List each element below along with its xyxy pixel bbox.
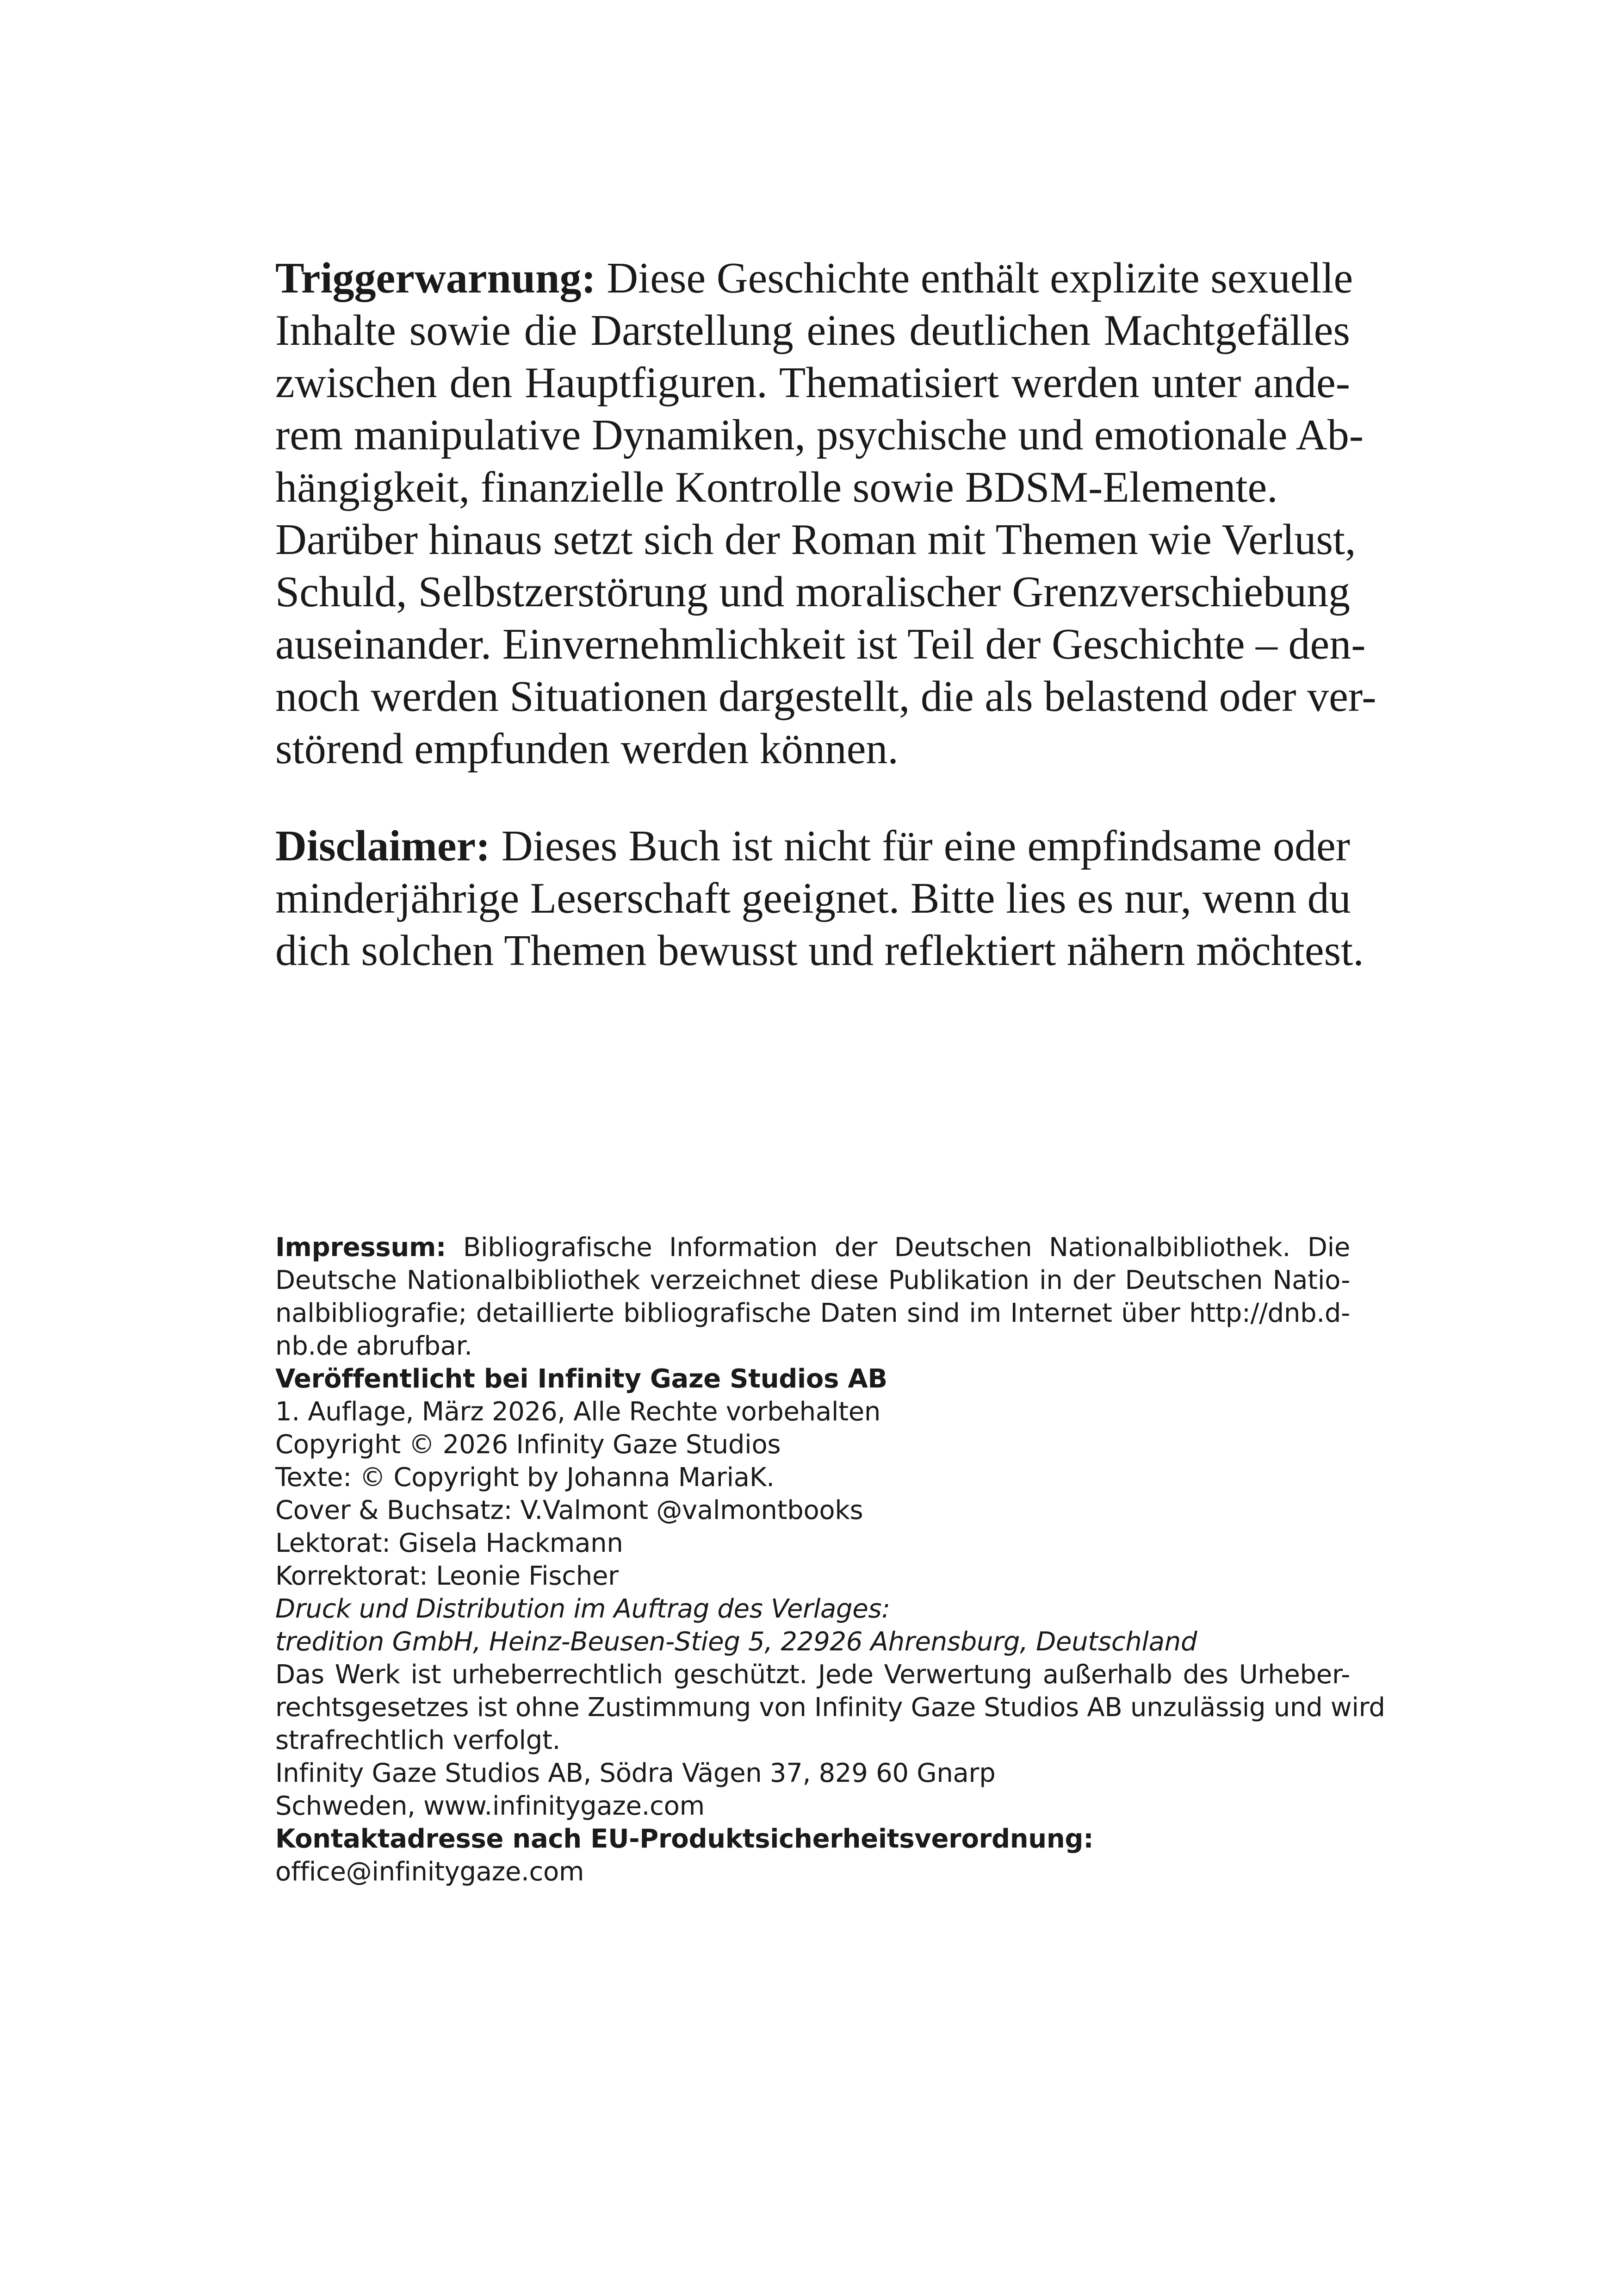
- trigger-warning-line: Darüber hinaus setzt sich der Roman mit Themen wie Verlust,: [275, 516, 1356, 564]
- trigger-warning-label: Triggerwarnung:: [275, 254, 596, 302]
- proofreading-credit-line: Korrektorat: Leonie Fischer: [275, 1561, 619, 1591]
- imprint-intro-line: Impressum: Bibliografische Information der Deutschen Nationalbibliothek. Die: [275, 1232, 1350, 1263]
- disclaimer-line: Disclaimer: Dieses Buch ist nicht für eine empfindsame oder: [275, 822, 1350, 870]
- texts-credit-line: Texte: © Copyright by Johanna MariaK.: [275, 1462, 775, 1493]
- trigger-warning-line: zwischen den Hauptfiguren. Thematisiert werden unter ande-: [275, 359, 1350, 407]
- disclaimer-line: dich solchen Themen bewusst und reflektiert nähern möchtest.: [275, 927, 1364, 975]
- copyright-line: Copyright © 2026 Infinity Gaze Studios: [275, 1430, 781, 1460]
- trigger-warning-line: noch werden Situationen dargestellt, die als belastend oder ver-: [275, 672, 1376, 721]
- contact-email-line: office@infinitygaze.com: [275, 1857, 584, 1887]
- rights-line: Das Werk ist urheberrechtlich geschützt. Jede Verwertung außerhalb des Urheber-: [275, 1660, 1350, 1690]
- trigger-warning-line: Triggerwarnung: Diese Geschichte enthält explizite sexuelle: [275, 254, 1353, 302]
- publisher-address-line: Infinity Gaze Studios AB, Södra Vägen 37, 829 60 Gnarp: [275, 1758, 996, 1788]
- imprint-label: Impressum:: [275, 1232, 446, 1263]
- book-page: [275, 252, 1385, 1887]
- disclaimer-line: minderjährige Leserschaft geeignet. Bitte lies es nur, wenn du: [275, 874, 1351, 922]
- edition-line: 1. Auflage, März 2026, Alle Rechte vorbehalten: [275, 1397, 881, 1427]
- trigger-warning-line: rem manipulative Dynamiken, psychische und emotionale Ab-: [275, 411, 1364, 459]
- imprint-intro-line: Deutsche Nationalbibliothek verzeichnet diese Publikation in der Deutschen Natio-: [275, 1265, 1350, 1295]
- disclaimer: [275, 820, 1364, 977]
- trigger-warning-line: hängigkeit, finanzielle Kontrolle sowie BDSM-Elemente.: [275, 463, 1278, 511]
- trigger-warning-line: störend empfunden werden können.: [275, 725, 899, 773]
- trigger-warning-line: auseinander. Einvernehmlichkeit ist Teil der Geschichte – den-: [275, 620, 1366, 668]
- rights-line: strafrechtlich verfolgt.: [275, 1725, 561, 1755]
- trigger-warning-line: Schuld, Selbstzerstörung und moralischer Grenzverschiebung: [275, 568, 1350, 616]
- publisher-line: Veröffentlicht bei Infinity Gaze Studios AB: [275, 1364, 887, 1394]
- disclaimer-label: Disclaimer:: [275, 822, 490, 870]
- contact-label-line: Kontaktadresse nach EU-Produktsicherheitsverordnung:: [275, 1824, 1094, 1854]
- cover-credit-line: Cover & Buchsatz: V.Valmont @valmontbooks: [275, 1495, 863, 1525]
- printer-address-line: tredition GmbH, Heinz-Beusen-Stieg 5, 22926 Ahrensburg, Deutschland: [275, 1627, 1197, 1657]
- imprint-intro-line: nalbibliografie; detaillierte bibliografische Daten sind im Internet über http://dnb.d-: [275, 1298, 1350, 1328]
- publisher-country-website-line: Schweden, www.infinitygaze.com: [275, 1791, 705, 1821]
- rights-line: rechtsgesetzes ist ohne Zustimmung von Infinity Gaze Studios AB unzulässig und wird: [275, 1692, 1385, 1723]
- imprint: [275, 1231, 1385, 1888]
- print-distribution-line: Druck und Distribution im Auftrag des Verlages:: [275, 1594, 890, 1624]
- trigger-warning-line: Inhalte sowie die Darstellung eines deutlichen Machtgefälles: [275, 306, 1350, 355]
- imprint-intro-line: nb.de abrufbar.: [275, 1331, 472, 1361]
- trigger-warning: [275, 252, 1376, 775]
- editing-credit-line: Lektorat: Gisela Hackmann: [275, 1528, 623, 1558]
